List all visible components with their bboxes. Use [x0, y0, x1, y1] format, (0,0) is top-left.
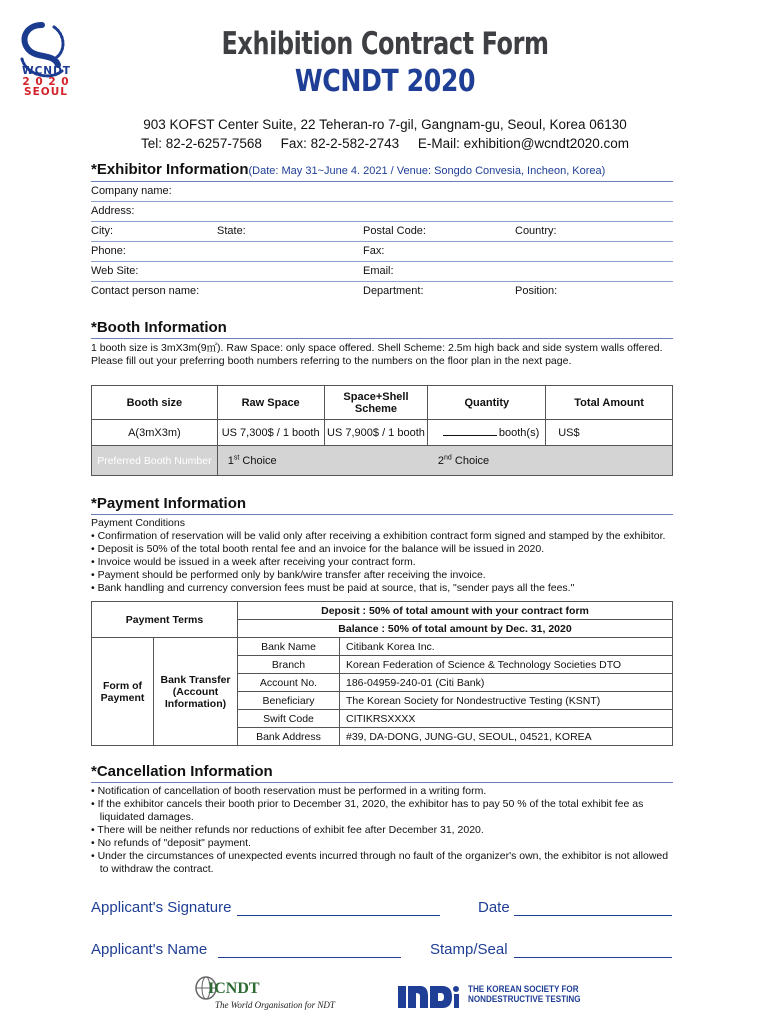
- booth-description-2: Please fill out your preferring booth numbers referring to the numbers on the floor plan in the next page.: [91, 355, 572, 367]
- balance-terms: Balance : 50% of total amount by Dec. 31, 2020: [238, 620, 673, 638]
- applicant-name-label: Applicant's Name: [91, 941, 208, 958]
- second-choice-field[interactable]: [428, 446, 673, 476]
- contact-line: Tel: 82-2-6257-7568 Fax: 82-2-582-2743 E-Mail: exhibition@wcndt2020.com: [141, 136, 629, 151]
- city-label: City:: [91, 225, 113, 237]
- payment-condition-item: • Payment should be performed only by bank/wire transfer after receiving the invoice.: [91, 569, 486, 581]
- event-date-venue: (Date: May 31~June 4. 2021 / Venue: Songdo Convesia, Incheon, Korea): [248, 165, 606, 177]
- swift-code-key: Swift Code: [238, 710, 340, 728]
- company-label: Company name:: [91, 185, 172, 197]
- logo-line-1: WCNDT: [22, 65, 71, 77]
- cancellation-heading: *Cancellation Information: [91, 763, 273, 780]
- department-label: Department:: [363, 285, 424, 297]
- payment-terms-label: Payment Terms: [92, 602, 238, 638]
- swift-code-value: CITIKRSXXXX: [340, 710, 673, 728]
- bank-transfer-label: Bank Transfer (Account Information): [154, 638, 238, 746]
- first-choice-label: 1st Choice: [227, 454, 277, 467]
- form-title: Exhibition Contract Form: [221, 26, 549, 62]
- website-label: Web Site:: [91, 265, 139, 277]
- cancellation-item: • Notification of cancellation of booth reservation must be performed in a writing form.: [91, 785, 487, 797]
- col-quantity: Quantity: [428, 386, 546, 420]
- payment-condition-item: • Invoice would be issued in a week after receiving your contract form.: [91, 556, 416, 568]
- payment-condition-item: • Deposit is 50% of the total booth rental fee and an invoice for the balance will be issued in 2020.: [91, 543, 545, 555]
- booth-description-1: 1 booth size is 3mX3m(9㎡). Raw Space: only space offered. Shell Scheme: 2.5m high back and side system walls offered.: [91, 342, 663, 354]
- total-currency: US$: [558, 426, 580, 439]
- applicant-signature-line[interactable]: [237, 915, 440, 916]
- col-raw-space: Raw Space: [217, 386, 324, 420]
- company-row[interactable]: [91, 182, 673, 202]
- logo-line-2: 2 0 2 0: [22, 75, 70, 88]
- date-label: Date: [478, 899, 510, 916]
- quantity-blank[interactable]: [443, 426, 497, 436]
- logo-line-3: SEOUL: [24, 86, 68, 98]
- preferred-booth-label: Preferred Booth Number: [92, 446, 218, 476]
- bank-name-value: Citibank Korea Inc.: [340, 638, 673, 656]
- section-divider: [91, 338, 673, 339]
- ksnt-mark-icon: [398, 982, 460, 1008]
- bank-address-value: #39, DA-DONG, JUNG-GU, SEOUL, 04521, KOREA: [340, 728, 673, 746]
- website-row[interactable]: [91, 262, 673, 282]
- beneficiary-key: Beneficiary: [238, 692, 340, 710]
- cancellation-item: liquidated damages.: [91, 811, 194, 823]
- account-no-value: 186-04959-240-01 (Citi Bank): [340, 674, 673, 692]
- booth-size-value: A(3mX3m): [92, 420, 218, 446]
- ksnt-name-line-2: NONDESTRUCTIVE TESTING: [468, 994, 581, 1004]
- phone-row[interactable]: [91, 242, 673, 262]
- branch-value: Korean Federation of Science & Technology Societies DTO: [340, 656, 673, 674]
- payment-heading: *Payment Information: [91, 495, 247, 512]
- cancellation-item: • There will be neither refunds nor reductions of exhibit fee after December 31, 2020.: [91, 824, 484, 836]
- payment-table: [91, 601, 673, 746]
- position-label: Position:: [515, 285, 558, 297]
- date-line[interactable]: [514, 915, 672, 916]
- form-of-payment-label: Form of Payment: [92, 638, 154, 746]
- cancellation-item: • No refunds of "deposit" payment.: [91, 837, 251, 849]
- quantity-unit: booth(s): [498, 427, 540, 439]
- icndt-name: ICNDT: [208, 980, 260, 997]
- col-booth-size: Booth size: [92, 386, 218, 420]
- exhibitor-heading: [91, 161, 605, 178]
- ksnt-name-line-1: THE KOREAN SOCIETY FOR: [468, 984, 579, 994]
- col-shell-scheme: Space+Shell Scheme: [324, 386, 428, 420]
- bank-address-key: Bank Address: [238, 728, 340, 746]
- booth-table: [91, 385, 673, 476]
- section-divider: [91, 782, 673, 783]
- icndt-logo: [195, 976, 335, 1014]
- ksnt-logo: [398, 980, 598, 1010]
- cancellation-item: • Under the circumstances of unexpected events incurred through no fault of the organizer's own, the exhibitor is not allowed: [91, 850, 669, 862]
- contact-label: Contact person name:: [91, 285, 200, 297]
- country-label: Country:: [515, 225, 557, 237]
- col-total-amount: Total Amount: [546, 386, 673, 420]
- phone-label: Phone:: [91, 245, 126, 257]
- second-choice-label: 2nd Choice: [437, 454, 490, 467]
- raw-space-price[interactable]: US 7,300$ / 1 booth: [217, 420, 324, 446]
- contact-row[interactable]: [91, 282, 673, 302]
- event-title: WCNDT 2020: [294, 64, 476, 99]
- bank-name-key: Bank Name: [238, 638, 340, 656]
- address-label: Address:: [91, 205, 135, 217]
- deposit-terms: Deposit : 50% of total amount with your contract form: [238, 602, 673, 620]
- applicant-name-line[interactable]: [218, 957, 401, 958]
- address-row[interactable]: [91, 202, 673, 222]
- payment-condition-item: • Confirmation of reservation will be valid only after receiving a exhibition contract form signed and stamped by the exhibitor.: [91, 530, 666, 542]
- cancellation-item: • If the exhibitor cancels their booth prior to December 31, 2020, the exhibitor has to pay 50 % of the total exhibit fee as: [91, 798, 644, 810]
- stamp-seal-label: Stamp/Seal: [430, 941, 508, 958]
- account-no-key: Account No.: [238, 674, 340, 692]
- beneficiary-value: The Korean Society for Nondestructive Testing (KSNT): [340, 692, 673, 710]
- email-label: Email:: [363, 265, 394, 277]
- stamp-seal-line[interactable]: [514, 957, 672, 958]
- exhibitor-heading-text: *Exhibitor Information: [91, 161, 249, 178]
- address-line: 903 KOFST Center Suite, 22 Teheran-ro 7-gil, Gangnam-gu, Seoul, Korea 06130: [143, 117, 627, 132]
- payment-condition-item: • Bank handling and currency conversion fees must be paid at source, that is, "sender pays all the fees.": [91, 582, 575, 594]
- section-divider: [91, 514, 673, 515]
- fax-label: Fax:: [363, 245, 385, 257]
- postal-label: Postal Code:: [363, 225, 426, 237]
- booth-heading: *Booth Information: [91, 319, 227, 336]
- total-amount-field[interactable]: [546, 420, 673, 446]
- quantity-field[interactable]: [428, 420, 546, 446]
- first-choice-field[interactable]: [217, 446, 428, 476]
- branch-key: Branch: [238, 656, 340, 674]
- state-label: State:: [217, 225, 246, 237]
- city-row[interactable]: [91, 222, 673, 242]
- payment-conditions-title: Payment Conditions: [91, 517, 185, 529]
- applicant-signature-label: Applicant's Signature: [91, 899, 232, 916]
- cancellation-item: to withdraw the contract.: [91, 863, 214, 875]
- icndt-tagline: The World Organisation for NDT: [215, 1000, 335, 1010]
- shell-scheme-price[interactable]: US 7,900$ / 1 booth: [324, 420, 428, 446]
